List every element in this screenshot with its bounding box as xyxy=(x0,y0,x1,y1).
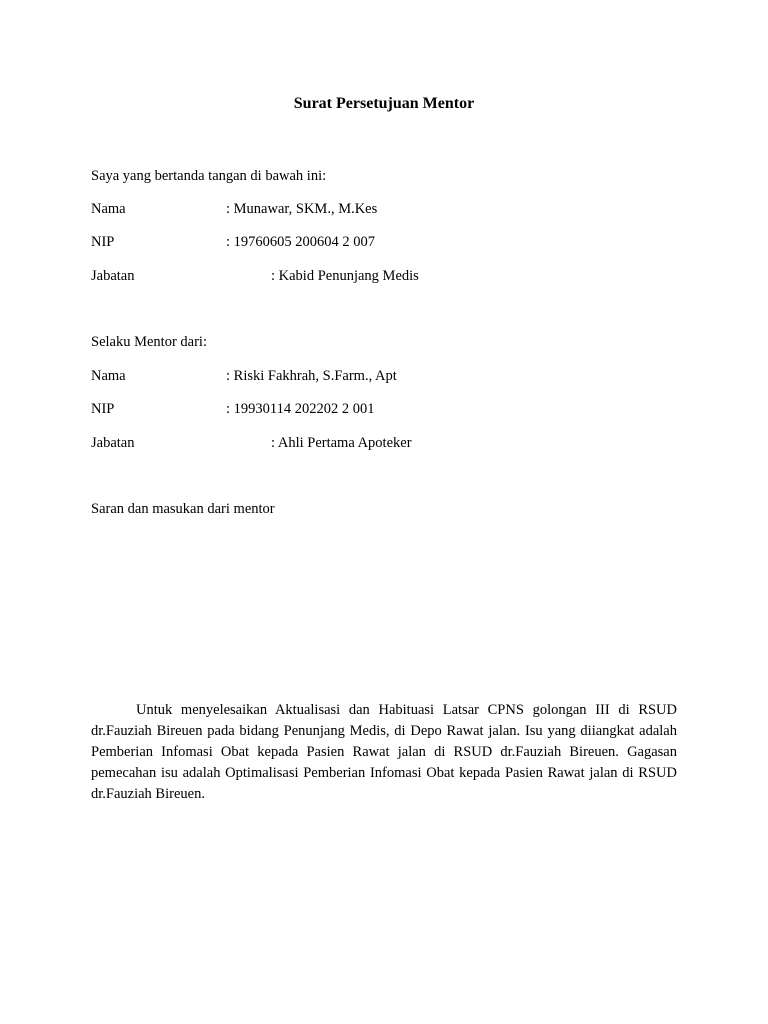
mentor-nama-label: Nama xyxy=(91,201,126,217)
mentor-nip-value: : 19760605 200604 2 007 xyxy=(226,234,376,250)
mentee-nip-label: NIP xyxy=(91,401,115,417)
mentee-nip-value: : 19930114 202202 2 001 xyxy=(226,401,375,417)
intro-text: Saya yang bertanda tangan di bawah ini: xyxy=(91,168,327,184)
mentee-jabatan-label: Jabatan xyxy=(91,435,135,451)
document-title: Surat Persetujuan Mentor xyxy=(293,95,475,112)
mentor-jabatan-value: : Kabid Penunjang Medis xyxy=(271,268,419,284)
mentor-jabatan-label: Jabatan xyxy=(91,268,135,284)
mentor-nama-value: : Munawar, SKM., M.Kes xyxy=(226,201,378,217)
saran-heading: Saran dan masukan dari mentor xyxy=(91,501,275,517)
mentee-heading: Selaku Mentor dari: xyxy=(91,334,207,350)
mentee-jabatan-value: : Ahli Pertama Apoteker xyxy=(271,435,412,451)
mentee-nama-value: : Riski Fakhrah, S.Farm., Apt xyxy=(226,368,397,384)
body-paragraph: Untuk menyelesaikan Aktualisasi dan Habituasi Latsar CPNS golongan III di RSUD dr.Fauziah Bireuen pada bidang Penunjang Medis, di Depo Rawat jalan. Isu yang diiangkat adalah Pemberian Infomasi Obat kepada Pasien Rawat jalan di RSUD dr.Fauziah Bireuen. Gagasan pemecahan isu adalah Optimalisasi Pemberian Infomasi Obat kepada Pasien Rawat jalan di RSUD dr.Fauziah Bireuen. xyxy=(91,702,677,802)
mentor-nip-label: NIP xyxy=(91,234,115,250)
mentee-nama-label: Nama xyxy=(91,368,126,384)
